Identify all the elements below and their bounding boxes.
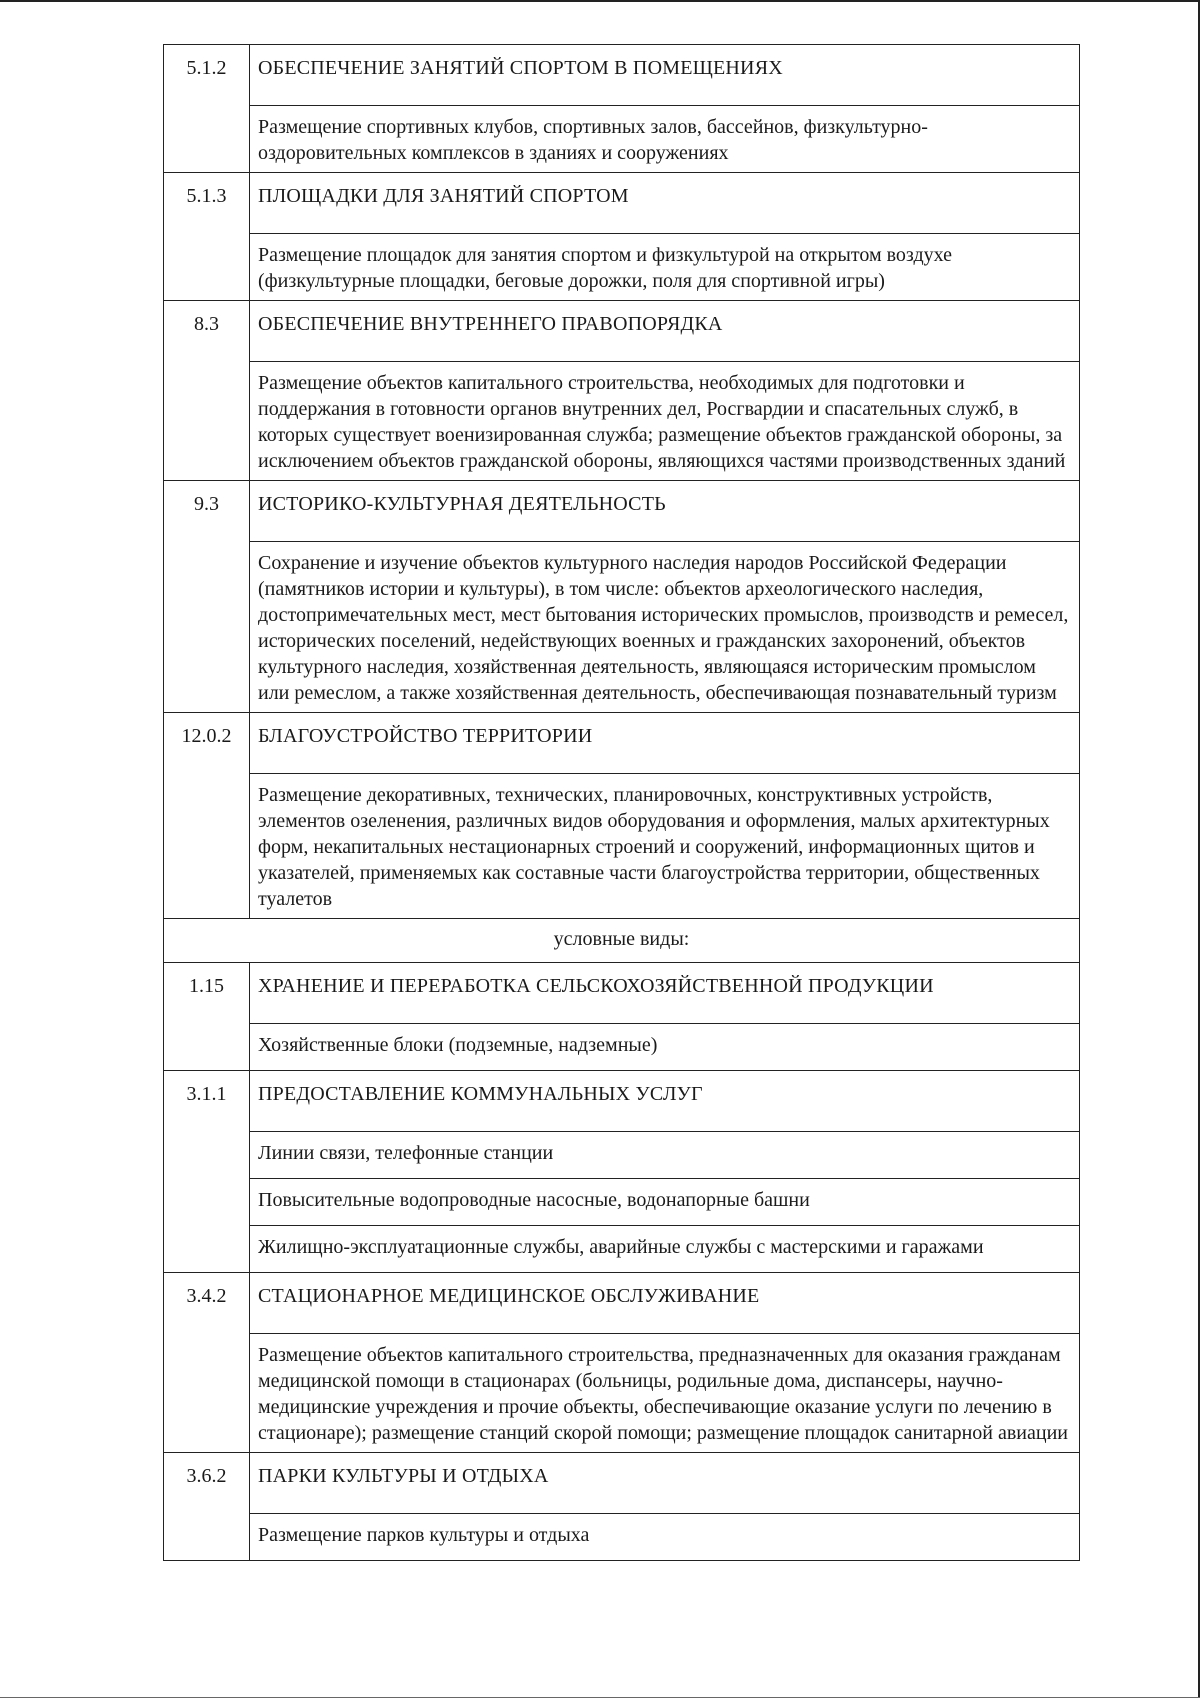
use-type-code: 3.4.2 bbox=[164, 1273, 250, 1453]
use-type-row bbox=[164, 1273, 1080, 1334]
use-type-title: ОБЕСПЕЧЕНИЕ ВНУТРЕННЕГО ПРАВОПОРЯДКА bbox=[250, 301, 1080, 362]
use-type-title: ОБЕСПЕЧЕНИЕ ЗАНЯТИЙ СПОРТОМ В ПОМЕЩЕНИЯХ bbox=[250, 45, 1080, 106]
use-type-description: Размещение объектов капитального строительства, необходимых для подготовки и поддержания в готовности органов внутренних дел, Росгвардии и спасательных служб, в которых существует военизированная служба; размещение объектов гражданской обороны, за исключением объектов гражданской обороны, являющихся частями производственных зданий bbox=[250, 362, 1080, 481]
use-type-description: Хозяйственные блоки (подземные, надземные) bbox=[250, 1024, 1080, 1071]
use-type-code: 9.3 bbox=[164, 481, 250, 713]
use-type-description-row bbox=[164, 362, 1080, 481]
use-type-row bbox=[164, 1071, 1080, 1132]
use-type-description-row bbox=[164, 542, 1080, 713]
use-type-description: Размещение парков культуры и отдыха bbox=[250, 1514, 1080, 1561]
use-type-description-row bbox=[164, 234, 1080, 301]
use-type-description-row bbox=[164, 1514, 1080, 1561]
use-type-code: 1.15 bbox=[164, 963, 250, 1071]
use-type-code: 12.0.2 bbox=[164, 713, 250, 919]
use-type-code: 3.6.2 bbox=[164, 1453, 250, 1561]
use-type-description-row bbox=[164, 106, 1080, 173]
use-type-title: ПРЕДОСТАВЛЕНИЕ КОММУНАЛЬНЫХ УСЛУГ bbox=[250, 1071, 1080, 1132]
use-type-code: 5.1.3 bbox=[164, 173, 250, 301]
use-type-description: Размещение декоративных, технических, планировочных, конструктивных устройств, элементов озеленения, различных видов оборудования и оформления, малых архитектурных форм, некапитальных нестационарных строений и сооружений, информационных щитов и указателей, применяемых как составные части благоустройства территории, общественных туалетов bbox=[250, 774, 1080, 919]
use-type-description-row bbox=[164, 774, 1080, 919]
use-type-description-row bbox=[164, 1179, 1080, 1226]
use-type-description: Сохранение и изучение объектов культурного наследия народов Российской Федерации (памятников истории и культуры), в том числе: объектов археологического наследия, достопримечательных мест, мест бытования исторических промыслов, производств и ремесел, исторических поселений, недействующих военных и гражданских захоронений, объектов культурного наследия, хозяйственная деятельность, являющаяся историческим промыслом или ремеслом, а также хозяйственная деятельность, обеспечивающая познавательный туризм bbox=[250, 542, 1080, 713]
use-type-title: ИСТОРИКО-КУЛЬТУРНАЯ ДЕЯТЕЛЬНОСТЬ bbox=[250, 481, 1080, 542]
use-type-row bbox=[164, 481, 1080, 542]
land-use-table-body bbox=[164, 45, 1080, 1561]
use-type-description: Повысительные водопроводные насосные, водонапорные башни bbox=[250, 1179, 1080, 1226]
land-use-table bbox=[163, 44, 1080, 1561]
scan-border-top bbox=[0, 0, 1200, 2]
use-type-row bbox=[164, 963, 1080, 1024]
use-type-row bbox=[164, 713, 1080, 774]
use-type-description-row bbox=[164, 1226, 1080, 1273]
use-type-row bbox=[164, 173, 1080, 234]
use-type-description-row bbox=[164, 1024, 1080, 1071]
use-type-description-row bbox=[164, 1132, 1080, 1179]
use-type-title: СТАЦИОНАРНОЕ МЕДИЦИНСКОЕ ОБСЛУЖИВАНИЕ bbox=[250, 1273, 1080, 1334]
use-type-description: Размещение объектов капитального строительства, предназначенных для оказания гражданам медицинской помощи в стационарах (больницы, родильные дома, диспансеры, научно-медицинские учреждения и прочие объекты, обеспечивающие оказание услуги по лечению в стационаре); размещение станций скорой помощи; размещение площадок санитарной авиации bbox=[250, 1334, 1080, 1453]
use-type-code: 8.3 bbox=[164, 301, 250, 481]
use-type-row bbox=[164, 301, 1080, 362]
use-type-title: БЛАГОУСТРОЙСТВО ТЕРРИТОРИИ bbox=[250, 713, 1080, 774]
use-type-row bbox=[164, 1453, 1080, 1514]
use-type-description: Жилищно-эксплуатационные службы, аварийные службы с мастерскими и гаражами bbox=[250, 1226, 1080, 1273]
use-type-code: 5.1.2 bbox=[164, 45, 250, 173]
use-type-title: ПЛОЩАДКИ ДЛЯ ЗАНЯТИЙ СПОРТОМ bbox=[250, 173, 1080, 234]
section-header-row bbox=[164, 919, 1080, 963]
use-type-description: Размещение спортивных клубов, спортивных залов, бассейнов, физкультурно-оздоровительных комплексов в зданиях и сооружениях bbox=[250, 106, 1080, 173]
use-type-title: ПАРКИ КУЛЬТУРЫ И ОТДЫХА bbox=[250, 1453, 1080, 1514]
conditional-uses-header: условные виды: bbox=[164, 919, 1080, 963]
use-type-code: 3.1.1 bbox=[164, 1071, 250, 1273]
use-type-description: Размещение площадок для занятия спортом и физкультурой на открытом воздухе (физкультурные площадки, беговые дорожки, поля для спортивной игры) bbox=[250, 234, 1080, 301]
use-type-title: ХРАНЕНИЕ И ПЕРЕРАБОТКА СЕЛЬСКОХОЗЯЙСТВЕННОЙ ПРОДУКЦИИ bbox=[250, 963, 1080, 1024]
use-type-description-row bbox=[164, 1334, 1080, 1453]
use-type-description: Линии связи, телефонные станции bbox=[250, 1132, 1080, 1179]
use-type-row bbox=[164, 45, 1080, 106]
